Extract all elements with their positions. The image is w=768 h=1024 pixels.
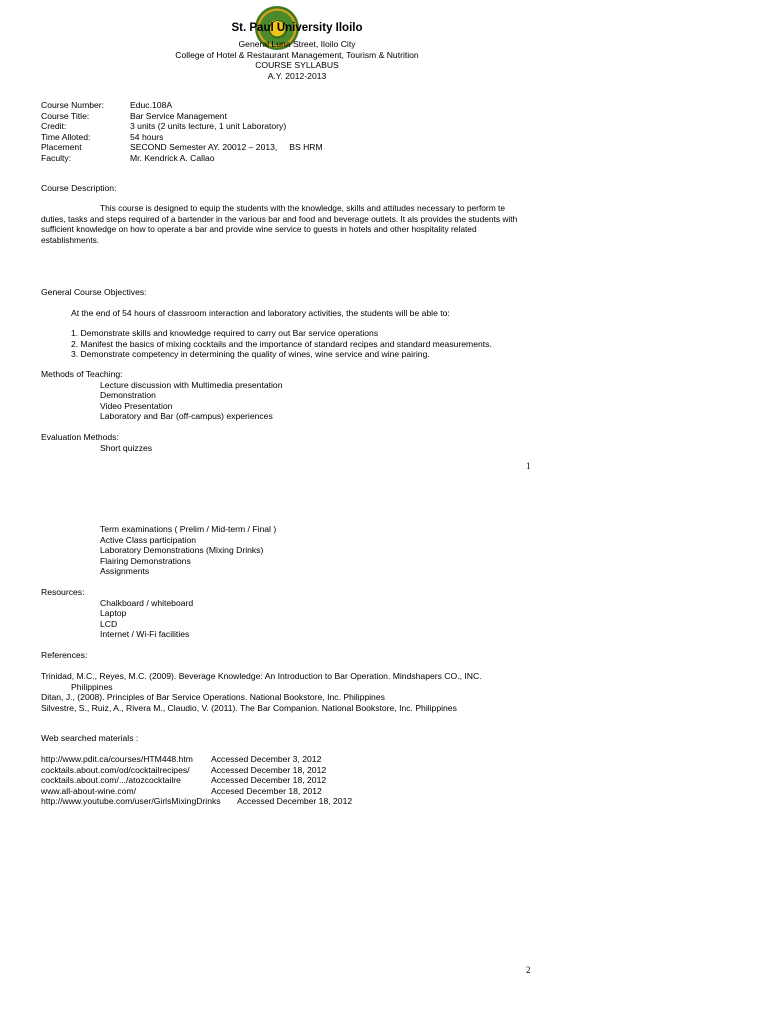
- evaluation-item: Assignments: [100, 566, 150, 576]
- web-url: http://www.youtube.com/user/GirlsMixingDrinks: [41, 796, 221, 806]
- info-label: Faculty:: [41, 152, 72, 163]
- section-heading: References:: [41, 650, 88, 660]
- web-url: cocktails.about.com/od/cocktailrecipes/: [41, 764, 190, 775]
- info-value: Mr. Kendrick A. Callao: [130, 152, 215, 163]
- info-label: Placement: [41, 142, 82, 152]
- course-description: This course is designed to equip the students with the knowledge, skills and attitudes necessary to perform te duties, tasks and steps required of a bartender in the various bar and food and beverage outlets. It als provides the students with sufficient knowledge on how to operate a bar and provide wine service to guests in hotels and other hospitality related establishments.: [41, 203, 518, 245]
- evaluation-item: Short quizzes: [100, 442, 153, 453]
- method-item: Demonstration: [100, 390, 156, 400]
- objective-item: 1. Demonstrate skills and knowledge required to carry out Bar service operations: [71, 328, 379, 338]
- page-number: 2: [526, 965, 531, 975]
- section-heading: Methods of Teaching:: [41, 369, 123, 379]
- university-address: General Luna Street, Iloilo City: [238, 39, 356, 49]
- evaluation-item: Term examinations ( Prelim / Mid-term / Final ): [100, 524, 277, 534]
- method-item: Laboratory and Bar (off-campus) experiences: [100, 411, 273, 421]
- reference-item: Trinidad, M.C., Reyes, M.C. (2009). Beverage Knowledge: An Introduction to Bar Operation. Mindshapers CO., INC.: [41, 671, 482, 681]
- info-label: Course Number:: [41, 100, 105, 110]
- objectives-intro: At the end of 54 hours of classroom interaction and laboratory activities, the students will be able to:: [71, 308, 450, 318]
- web-accessed-date: Accessed December 3, 2012: [211, 754, 322, 764]
- method-item: Lecture discussion with Multimedia presentation: [100, 379, 283, 390]
- college-name: College of Hotel & Restaurant Management, Tourism & Nutrition: [175, 49, 419, 60]
- info-label: Credit:: [41, 121, 67, 131]
- info-value: Bar Service Management: [130, 110, 227, 121]
- resource-item: Internet / Wi-Fi facilities: [100, 629, 190, 639]
- document-type: COURSE SYLLABUS: [255, 60, 339, 70]
- section-heading: Web searched materials :: [41, 733, 139, 743]
- info-value: SECOND Semester AY. 20012 – 2013, BS HRM: [130, 142, 323, 152]
- university-name: St. Paul University Iloilo: [231, 22, 363, 34]
- evaluation-item: Active Class participation: [100, 534, 197, 545]
- info-label: Course Title:: [41, 110, 90, 121]
- info-value: Educ.108A: [130, 100, 173, 110]
- section-heading: Evaluation Methods:: [41, 432, 119, 442]
- section-heading: Course Description:: [41, 183, 117, 193]
- page-number: 1: [526, 461, 531, 471]
- resource-item: Laptop: [100, 608, 127, 618]
- section-heading: Resources:: [41, 587, 85, 597]
- info-label: Time Alloted:: [41, 131, 91, 142]
- info-value: 54 hours: [130, 131, 164, 142]
- evaluation-item: Flairing Demonstrations: [100, 555, 191, 566]
- web-accessed-date: Accessed December 18, 2012: [237, 796, 353, 806]
- academic-year: A.Y. 2012-2013: [267, 70, 327, 81]
- web-url: www.all-about-wine.com/: [41, 785, 137, 796]
- reference-item: Silvestre, S., Ruiz, A., Rivera M., Claudio, V. (2011). The Bar Companion. National Bookstore, Inc. Philippines: [41, 702, 457, 713]
- method-item: Video Presentation: [100, 400, 173, 411]
- reference-item-continued: Philippines: [71, 681, 113, 692]
- web-accessed-date: Accesed December 18, 2012: [211, 785, 322, 796]
- resource-item: LCD: [100, 618, 118, 629]
- info-value: 3 units (2 units lecture, 1 unit Laboratory): [130, 121, 287, 131]
- objective-item: 3. Demonstrate competency in determining the quality of wines, wine service and wine pairing.: [71, 349, 430, 359]
- web-accessed-date: Accessed December 18, 2012: [211, 775, 327, 785]
- section-heading: General Course Objectives:: [41, 287, 147, 297]
- web-accessed-date: Accessed December 18, 2012: [211, 764, 327, 775]
- web-url: cocktails.about.com/.../atozcocktailre: [41, 775, 181, 785]
- evaluation-item: Laboratory Demonstrations (Mixing Drinks): [100, 545, 264, 555]
- objective-item: 2. Manifest the basics of mixing cocktails and the importance of standard recipes and standard measurements.: [71, 338, 492, 349]
- resource-item: Chalkboard / whiteboard: [100, 597, 194, 608]
- reference-item: Ditan, J., (2008). Principles of Bar Service Operations. National Bookstore, Inc. Philippines: [41, 692, 385, 702]
- web-url: http://www.pdit.ca/courses/HTM448.htm: [41, 754, 193, 764]
